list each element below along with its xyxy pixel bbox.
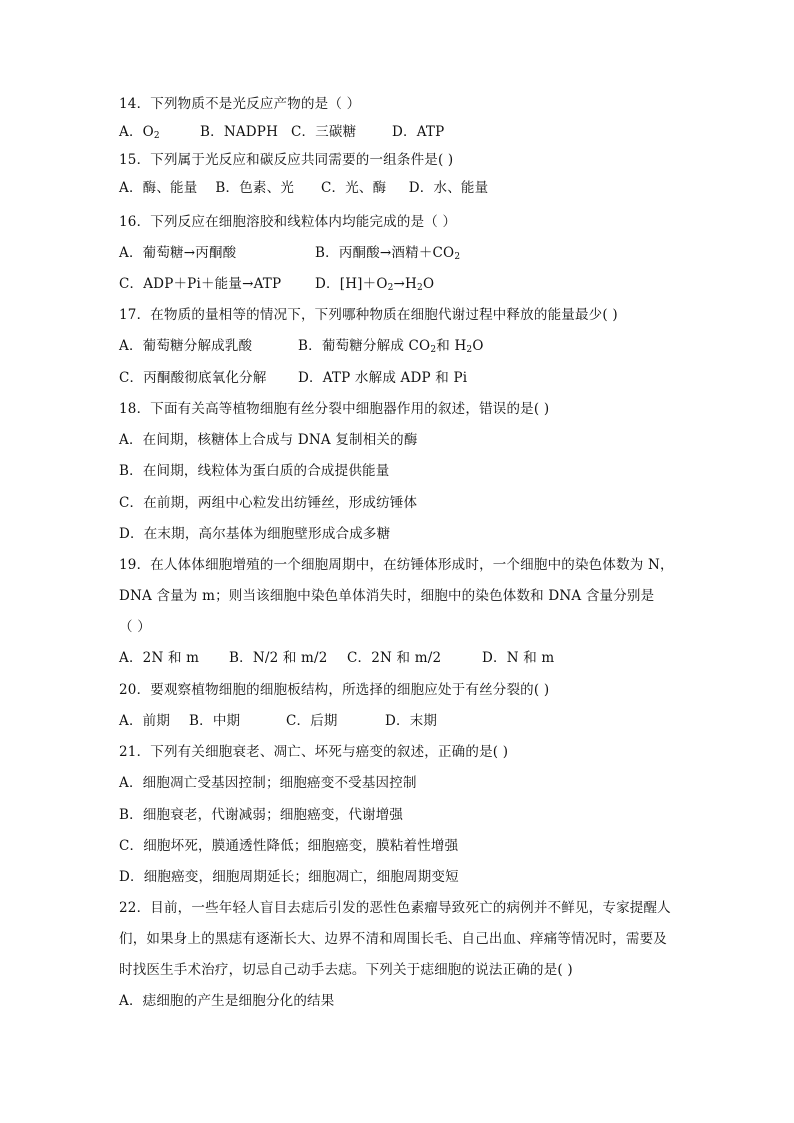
- question-18-option-b: B．在间期，线粒体为蛋白质的合成提供能量: [119, 463, 390, 479]
- question-21-option-c: C．细胞坏死，膜通透性降低；细胞癌变，膜粘着性增强: [119, 838, 459, 854]
- question-21-option-d: D．细胞癌变，细胞周期延长；细胞凋亡，细胞周期变短: [119, 869, 459, 885]
- question-22-stem-line2: 们，如果身上的黑痣有逐渐长大、边界不清和周围长毛、自己出血、痒痛等情况时，需要及: [119, 931, 667, 947]
- question-18-stem: 18．下面有关高等植物细胞有丝分裂中细胞器作用的叙述，错误的是( ): [119, 401, 550, 417]
- question-19-option-b: B．N/2 和 m/2: [229, 650, 328, 666]
- question-14-option-a: A．$O_2$: [119, 124, 160, 141]
- question-19-option-a: A．2N 和 m: [119, 650, 200, 666]
- question-17-option-a: A．葡萄糖分解成乳酸: [119, 338, 253, 354]
- question-14-stem: 14．下列物质不是光反应产物的是（ ）: [119, 96, 361, 112]
- question-22-stem-line3: 时找医生手术治疗，切忌自己动手去痣。下列关于痣细胞的说法正确的是( ): [119, 962, 573, 978]
- question-19-stem-line3: （ ）: [119, 619, 151, 635]
- question-17-option-d: D．ATP 水解成 ADP 和 Pi: [298, 370, 468, 386]
- question-17-option-c: C．丙酮酸彻底氧化分解: [119, 370, 267, 386]
- question-16-stem: 16．下列反应在细胞溶胶和线粒体内均能完成的是（ ）: [119, 214, 457, 230]
- question-20-option-c: C．后期: [286, 713, 338, 729]
- question-18-option-a: A．在间期，核糖体上合成与 DNA 复制相关的酶: [119, 432, 418, 448]
- question-17-stem: 17．在物质的量相等的情况下，下列哪种物质在细胞代谢过程中释放的能量最少( ): [119, 307, 618, 323]
- question-17-option-b: B．葡萄糖分解成 $CO_2$和 $H_2O$: [298, 338, 484, 355]
- question-20-option-d: D．末期: [385, 713, 438, 729]
- question-22-option-a: A．痣细胞的产生是细胞分化的结果: [119, 993, 335, 1009]
- question-19-stem-line1: 19．在人体体细胞增殖的一个细胞周期中，在纺锤体形成时，一个细胞中的染色体数为 N，: [119, 557, 674, 573]
- question-22-stem-line1: 22．目前，一些年轻人盲目去痣后引发的恶性色素瘤导致死亡的病例并不鲜见，专家提醒人: [119, 900, 671, 916]
- question-19-option-d: D．N 和 m: [482, 650, 555, 666]
- question-14-option-c: C．三碳糖: [291, 124, 357, 140]
- question-16-option-b: B．丙酮酸→酒精$+CO_2$: [315, 245, 461, 262]
- question-20-option-a: A．前期: [119, 713, 171, 729]
- question-21-stem: 21．下列有关细胞衰老、凋亡、坏死与癌变的叙述，正确的是( ): [119, 744, 509, 760]
- question-17-options-row1: [119, 337, 679, 355]
- question-21-option-b: B．细胞衰老，代谢减弱；细胞癌变，代谢增强: [119, 807, 404, 823]
- question-15-stem: 15．下列属于光反应和碳反应共同需要的一组条件是( ): [119, 152, 454, 168]
- question-16-option-a: A．葡萄糖→丙酮酸: [119, 245, 237, 261]
- question-14-option-d: D．ATP: [392, 124, 445, 140]
- question-16-option-d: D．$[H]+O_2\to H_2O$: [315, 276, 435, 293]
- question-16-options-row1: [119, 244, 679, 262]
- question-16-options-row2: [119, 275, 679, 293]
- question-21-option-a: A．细胞凋亡受基因控制；细胞癌变不受基因控制: [119, 775, 417, 791]
- question-16-option-c: C．ADP＋Pi＋能量→ATP: [119, 276, 282, 292]
- question-19-options: [119, 649, 679, 667]
- question-20-stem: 20．要观察植物细胞的细胞板结构，所选择的细胞应处于有丝分裂的( ): [119, 682, 550, 698]
- question-20-option-b: B．中期: [189, 713, 241, 729]
- question-20-options: [119, 712, 679, 730]
- question-18-option-c: C．在前期，两组中心粒发出纺锤丝，形成纺锤体: [119, 495, 418, 511]
- question-19-option-c: C．2N 和 m/2: [347, 650, 442, 666]
- question-15-options: A．酶、能量 B．色素、光 C．光、酶 D．水、能量: [119, 180, 489, 196]
- question-14-options: [119, 123, 679, 141]
- question-19-stem-line2: DNA 含量为 m；则当该细胞中染色单体消失时，细胞中的染色体数和 DNA 含量分别是: [119, 588, 655, 604]
- question-17-options-row2: [119, 369, 679, 387]
- question-18-option-d: D．在末期，高尔基体为细胞壁形成合成多糖: [119, 526, 391, 542]
- question-14-option-b: B．NADPH: [200, 124, 279, 140]
